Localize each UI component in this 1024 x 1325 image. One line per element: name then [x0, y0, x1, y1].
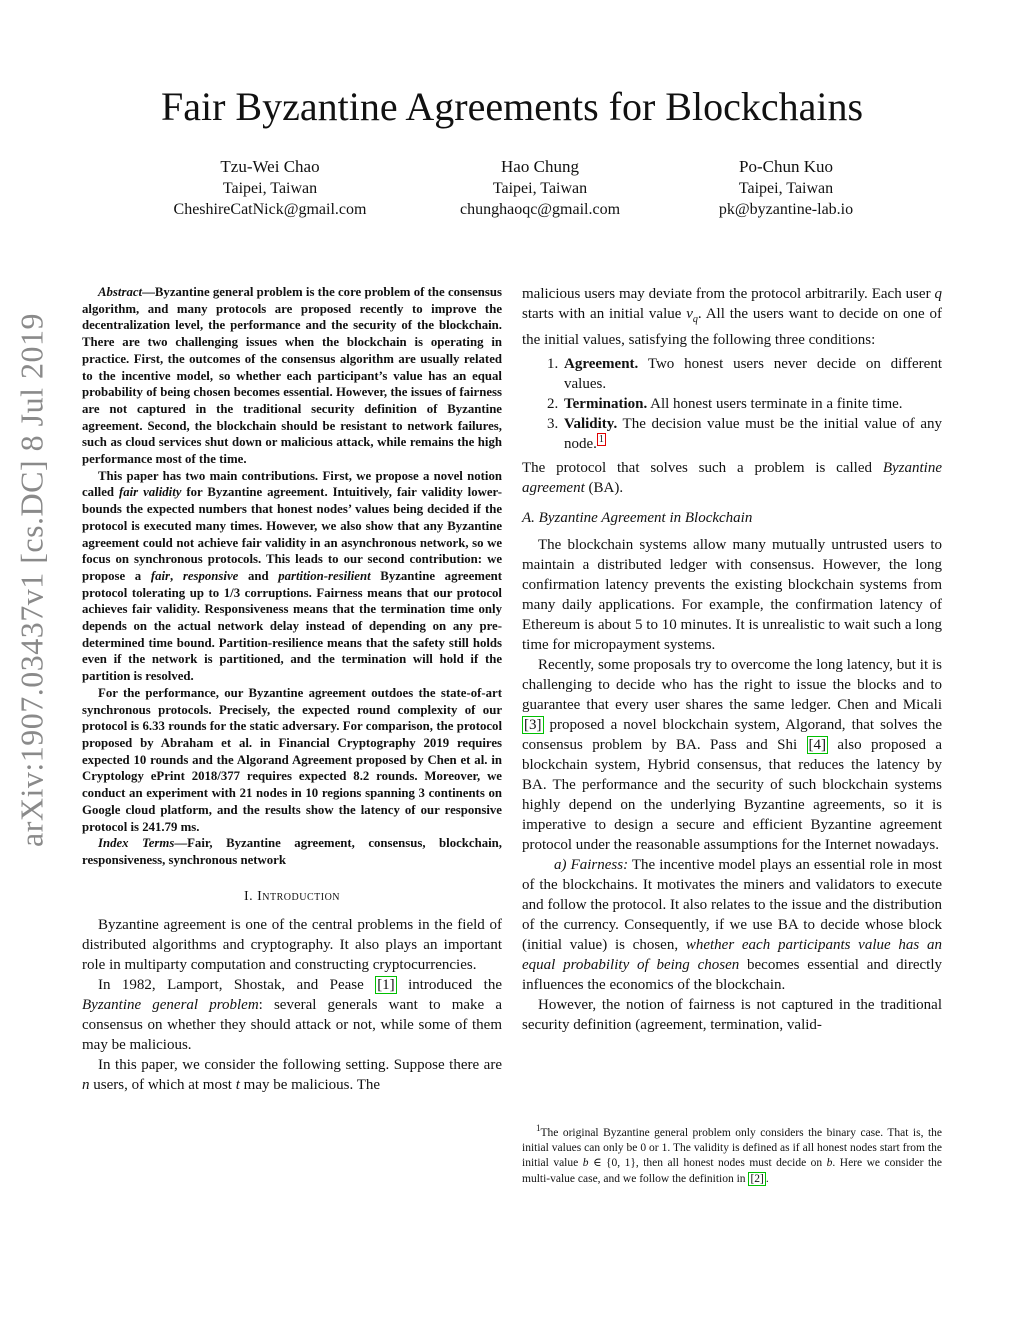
paragraph-label: a) Fairness:: [554, 857, 629, 873]
math-var: t: [235, 1076, 240, 1093]
text: users, of which at most: [89, 1076, 236, 1093]
paper-title: Fair Byzantine Agreements for Blockchains: [160, 84, 864, 129]
condition-label: Agreement.: [564, 356, 639, 372]
citation-link[interactable]: [4]: [808, 737, 827, 753]
condition-text: The decision value must be the initial value of any node.: [564, 416, 942, 452]
right-paragraph-6: However, the notion of fairness is not captured in the traditional security definition (agreement, termination, valid-: [522, 997, 942, 1033]
text: starts with an initial value: [522, 306, 687, 322]
footnote: [522, 1123, 943, 1187]
text: .: [765, 1172, 769, 1185]
text: may be malicious. The: [239, 1076, 381, 1093]
condition-text: Two honest users never decide on different values.: [564, 356, 942, 392]
text: (BA).: [584, 480, 624, 496]
author-email: pk@byzantine-lab.io: [718, 201, 854, 218]
condition-label: Validity.: [564, 416, 618, 432]
author-affiliation: Taipei, Taiwan: [222, 180, 318, 197]
abstract-emphasis: partition-resilient: [278, 568, 371, 583]
text: becomes essential and directly influences the economics of the blockchain.: [522, 957, 942, 993]
text: introduced the: [396, 976, 502, 993]
abstract-text: for Byzantine agreement. Intuitively, fair validity lower-bounds the expected numbers that honest nodes’ values being decided if the protocol is executed many times. However, we also show that any Byzantine agreement could not achieve fair validity in an asynchronous network, so we focus on synchronous protocols. This leads to our second contribution: we propose a: [82, 485, 503, 583]
section-title: Introduction: [257, 888, 341, 904]
author-block-1: [140, 156, 400, 220]
author-block-3: [656, 156, 916, 220]
condition-item: [562, 394, 942, 414]
left-column: [82, 284, 502, 1095]
abstract-paragraph-3: For the performance, our Byzantine agreement outdoes the state-of-art synchronous protocols. Precisely, the expected round complexity of our protocol is 6.33 rounds for the static adversary. For comparison, the protocol proposed by Abraham et al. in Financial Cryptography 2019 requires expected 10 rounds and the Algorand Agreement proposed by Chen et al. in Cryptology ePrint 2018/377 requires expected 8.2 rounds. Moreover, we conduct an experiment with 21 nodes in 10 regions spanning 3 continents on Google cloud platform, and the results show the latency of our responsive protocol is 241.79 ms.: [82, 685, 502, 834]
text: ∈ {0, 1}, then all honest nodes must decide on: [588, 1157, 827, 1170]
abstract-paragraph-2: This paper has two main contributions. First, we propose a novel notion called fair validity for Byzantine agreement. Intuitively, fair validity lower-bounds the expected numbers that honest nodes’ values being decided if the protocol is executed many times. However, we also show that any Byzantine agreement could not achieve fair validity in an asynchronous network, so we focus on synchronous protocols. This leads to our second contribution: we propose a fair, responsive and partition-resilient Byzantine agreement protocol tolerating up to 1/3 corruptions. Fairness means that our protocol achieves fair validity. Responsiveness means that the termination time only depends on the actual network delay instead of depending on any pre-determined time bound. Partition-resilience means that the safety still holds even if the network is partitioned, and the termination will hold if the partition is resolved.: [82, 468, 503, 684]
text: The incentive model plays an essential role in most of the blockchains. It motivates the miners and validators to execute and follow the protocol. It also relates to the issue and the distribution of the currency. Consequently, if we use BA to decide whose block (initial value) is chosen,: [522, 857, 942, 953]
math-var: q: [934, 286, 942, 302]
condition-item: [562, 414, 942, 454]
abstract-emphasis: fair: [150, 568, 171, 583]
right-paragraph-5: [522, 855, 942, 995]
right-paragraph-3: The blockchain systems allow many mutually untrusted users to maintain a distributed ledger with consensus. However, the long confirmation latency prevents the existing blockchain systems from many daily applications. For example, the confirmation latency of Ethereum is about 5 to 10 minutes. It is unrealistic to wait such a long time for micropayment systems.: [522, 537, 942, 653]
intro-paragraph-1: Byzantine agreement is one of the central problems in the field of distributed algorithms and cryptography. It also plays an important role in multiparty computation and constructing cryptocurrencies.: [82, 916, 502, 973]
abstract-emphasis: fair validity: [118, 485, 182, 500]
right-paragraph-1: [522, 284, 942, 350]
math-var: n: [82, 1076, 90, 1093]
intro-body: [82, 915, 502, 1095]
citation-link[interactable]: [1]: [377, 976, 395, 993]
arxiv-stamp: [2, 230, 62, 930]
math-var: b: [582, 1157, 589, 1170]
text: . Here we consider the multi-value case, and we follow the definition in: [522, 1157, 943, 1185]
text: : several generals want to make a consensus on whether they should attack or not, while some of them may be malicious.: [82, 996, 502, 1053]
text: proposed a novel blockchain system, Algorand, that solves the consensus problem by BA. Pass and Shi: [522, 717, 942, 753]
index-terms-label: Index Terms: [98, 836, 175, 851]
arxiv-stamp-text: arXiv:1907.03437v1 [cs.DC] 8 Jul 2019: [13, 312, 50, 848]
author-email: CheshireCatNick@gmail.com: [173, 201, 367, 218]
author-name: Hao Chung: [501, 157, 579, 176]
author-affiliation: Taipei, Taiwan: [738, 180, 834, 197]
intro-paragraph-3: [82, 1055, 502, 1095]
condition-item: [562, 354, 942, 394]
footnote-mark: 1: [536, 1123, 541, 1134]
text: In this paper, we consider the following setting. Suppose there are: [98, 1056, 502, 1073]
index-terms-text: Fair, Byzantine agreement, consensus, blockchain, responsiveness, synchronous network: [82, 836, 502, 867]
right-paragraph-4: [522, 655, 942, 855]
text: also proposed a blockchain system, Hybrid consensus, that reduces the latency by BA. The performance and the security of such blockchain systems highly depend on the underlying Byzantine agreements, so it is imperative to design a secure and efficient Byzantine agreement protocol under the reasonable assumptions for the Internet nowadays.: [522, 737, 943, 853]
section-heading: [82, 889, 502, 905]
section-number: I.: [243, 888, 254, 904]
text: The protocol that solves such a problem is called: [522, 460, 883, 476]
author-affiliation: Taipei, Taiwan: [492, 180, 588, 197]
footnote-link[interactable]: 1: [598, 434, 604, 445]
subsection-heading: A. Byzantine Agreement in Blockchain: [522, 510, 753, 526]
abstract-label: Abstract: [98, 285, 143, 299]
math-subscript: q: [692, 314, 698, 325]
right-column: [522, 284, 942, 1035]
text: Recently, some proposals try to overcome the long latency, but it is challenging to decide who has the right to issue the blocks and to guarantee that every user shares the same ledger. Chen and Micali: [522, 657, 942, 713]
conditions-list: [522, 354, 942, 454]
condition-text: All honest users terminate in a finite time.: [647, 396, 903, 412]
text: In 1982, Lamport, Shostak, and Pease: [98, 976, 376, 993]
author-block-2: [410, 156, 670, 220]
abstract-emphasis: responsive: [182, 568, 239, 583]
intro-paragraph-2: [82, 975, 502, 1055]
math-var: v: [686, 306, 693, 322]
emphasis: Byzantine general problem: [82, 996, 259, 1013]
text: The original Byzantine general problem only considers the binary case. That is, the initial values can only be 0 or 1. The validity is defined as if all honest nodes start from the initial value: [522, 1127, 942, 1170]
author-name: Po-Chun Kuo: [739, 157, 833, 176]
text: . All the users want to decide on one of the initial values, satisfying the following three conditions:: [522, 306, 942, 348]
condition-label: Termination.: [564, 396, 648, 412]
math-var: b: [826, 1157, 833, 1170]
abstract-text: This paper has two main contributions. First, we propose a novel notion called: [82, 468, 502, 500]
citation-link[interactable]: [3]: [524, 717, 542, 733]
author-name: Tzu-Wei Chao: [220, 157, 320, 176]
index-terms: Index Terms—Fair, Byzantine agreement, consensus, blockchain, responsiveness, synchronous network: [82, 836, 502, 867]
author-email: chunghaoqc@gmail.com: [459, 201, 621, 218]
abstract-text: Byzantine general problem is the core problem of the consensus algorithm, and many protocols are proposed recently to improve the decentralization level, the performance and the security of the blockchain. There are two challenging issues when the blockchain is operating in practice. First, the outcomes of the consensus algorithm are usually related to the incentive model, so whether each participant’s value has an equal probability of being chosen becomes essential. However, the issues of fairness are not captured in the traditional security definition of Byzantine agreement. Second, the blockchain should be resistant to network failures, such as cloud services shut down or malicious attack, while remains the high performance most of the time.: [82, 285, 502, 467]
citation-link[interactable]: [2]: [750, 1172, 764, 1185]
emphasis: Byzantine agreement: [522, 460, 942, 496]
abstract-text: Byzantine agreement protocol tolerating up to 1/3 corruptions. Fairness means that our protocol achieves fair validity. Responsiveness means that the termination time only depends on the actual network delay instead of depending on any pre-determined time bound. Partition-resilience means that the safety still holds even if the network is partitioned, and the termination will hold if the partition is resolved.: [82, 568, 502, 684]
text: malicious users may deviate from the protocol arbitrarily. Each user: [522, 286, 935, 302]
emphasis: whether each participants value has an equal probability of being chosen: [522, 937, 942, 973]
right-paragraph-2: [522, 458, 942, 498]
abstract-paragraph-1: Abstract—Byzantine general problem is the core problem of the consensus algorithm, and many protocols are proposed recently to improve the decentralization level, the performance and the security of the blockchain. There are two challenging issues when the blockchain is operating in practice. First, the outcomes of the consensus algorithm are usually related to the incentive model, so whether each participant’s value has an equal probability of being chosen becomes essential. However, the issues of fairness are not captured in the traditional security definition of Byzantine agreement. Second, the blockchain should be resistant to network failures, such as cloud services shut down or malicious attack, while remains the high performance most of the time.: [82, 285, 502, 467]
